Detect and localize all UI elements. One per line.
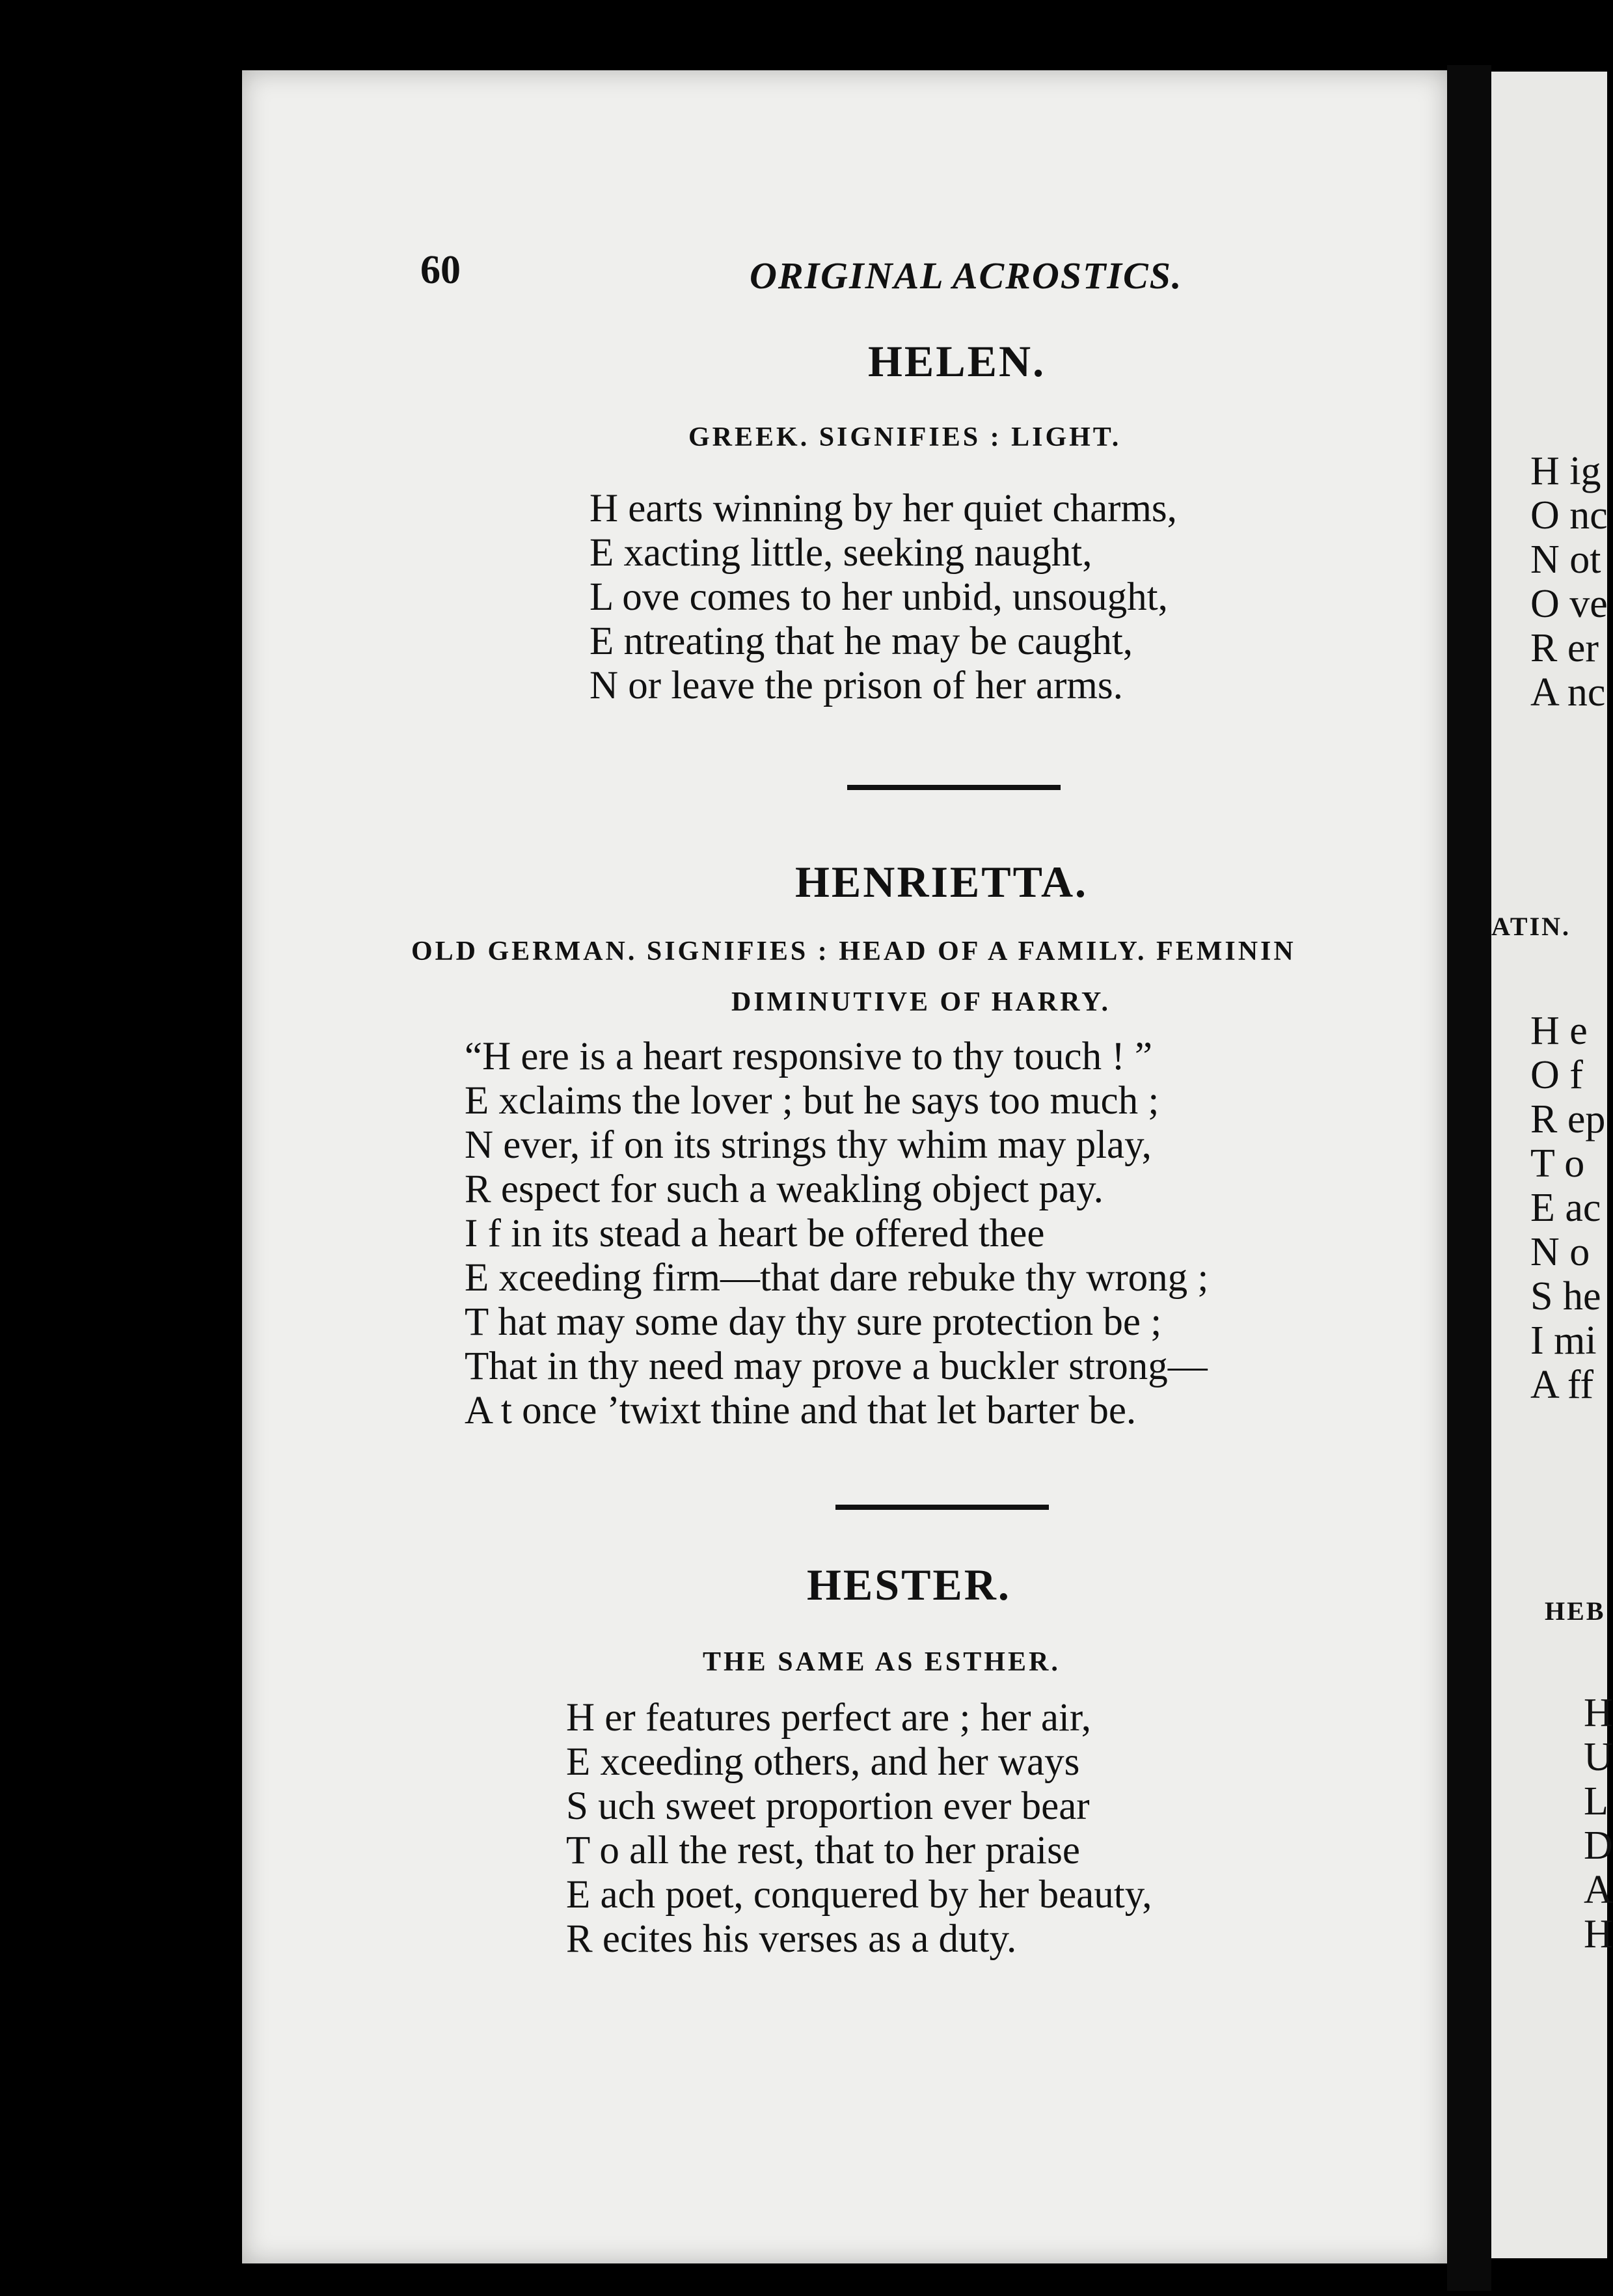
- facing-block-3: [1584, 1691, 1613, 1956]
- verse-line: N ever, if on its strings thy whim may play,: [465, 1123, 1152, 1167]
- facing-line: N o: [1530, 1230, 1590, 1274]
- section-divider: [847, 785, 1061, 790]
- verse-line: H er features perfect are ; her air,: [566, 1696, 1091, 1740]
- verse-line: N or leave the prison of her arms.: [590, 664, 1123, 707]
- facing-line: N ot: [1530, 538, 1601, 582]
- verse-line: A t once ’twixt thine and that let barter be.: [465, 1389, 1137, 1432]
- verse-line: H earts winning by her quiet charms,: [590, 487, 1177, 530]
- verse-line: I f in its stead a heart be offered thee: [465, 1212, 1045, 1255]
- verse-line: T hat may some day thy sure protection be ;: [465, 1300, 1162, 1344]
- section-subtitle-helen: GREEK. SIGNIFIES : LIGHT.: [688, 422, 1122, 452]
- section-subtitle-hester: THE SAME AS ESTHER.: [703, 1647, 1061, 1677]
- verse-hester: [566, 1696, 1152, 1961]
- facing-line: R er: [1530, 626, 1599, 670]
- page-number: 60: [420, 248, 461, 292]
- verse-line: “H ere is a heart responsive to thy touch ! ”: [465, 1035, 1152, 1078]
- facing-line: A nc: [1530, 670, 1606, 715]
- verse-line: E ach poet, conquered by her beauty,: [566, 1873, 1152, 1917]
- facing-line: H: [1584, 1691, 1613, 1735]
- facing-block-2: [1530, 1009, 1605, 1407]
- facing-line: R ep: [1530, 1097, 1606, 1141]
- facing-line: O nc: [1530, 493, 1608, 538]
- verse-line: T o all the rest, that to her praise: [566, 1829, 1080, 1872]
- facing-line: E ac: [1530, 1186, 1601, 1230]
- facing-line: D: [1584, 1824, 1613, 1868]
- facing-block-1: [1530, 449, 1608, 715]
- verse-line: E xacting little, seeking naught,: [590, 531, 1092, 575]
- facing-page: [1491, 72, 1613, 2258]
- page-gutter: [1447, 65, 1491, 2291]
- verse-line: R espect for such a weakling object pay.: [465, 1168, 1104, 1211]
- facing-label-2: HEB: [1545, 1596, 1606, 1626]
- facing-line: L: [1584, 1779, 1608, 1824]
- facing-line: A ff: [1530, 1363, 1594, 1407]
- section-title-helen: HELEN.: [868, 336, 1046, 386]
- facing-line: H: [1584, 1912, 1613, 1956]
- section-divider: [835, 1505, 1049, 1510]
- verse-line: S uch sweet proportion ever bear: [566, 1784, 1090, 1828]
- verse-henrietta: [465, 1035, 1208, 1433]
- section-subtitle-henrietta: OLD GERMAN. SIGNIFIES : HEAD OF A FAMILY. FEMININ: [411, 936, 1296, 966]
- facing-line: O ve: [1530, 582, 1608, 626]
- verse-line: E xceeding firm—that dare rebuke thy wrong ;: [465, 1256, 1209, 1300]
- verse-line: L ove comes to her unbid, unsought,: [590, 575, 1168, 619]
- verse-helen: [590, 487, 1177, 708]
- section-subtitle2-henrietta: DIMINUTIVE OF HARRY.: [731, 987, 1111, 1017]
- section-title-hester: HESTER.: [807, 1560, 1011, 1609]
- facing-line: O f: [1530, 1053, 1583, 1097]
- facing-line: T o: [1530, 1141, 1585, 1186]
- facing-line: H ig: [1530, 449, 1601, 493]
- verse-line: That in thy need may prove a buckler strong—: [465, 1345, 1208, 1388]
- verse-line: E xceeding others, and her ways: [566, 1740, 1080, 1784]
- facing-line: A: [1584, 1868, 1613, 1912]
- section-title-henrietta: HENRIETTA.: [795, 857, 1089, 907]
- facing-line: I mi: [1530, 1319, 1597, 1363]
- facing-line: S he: [1530, 1274, 1601, 1319]
- facing-line: H e: [1530, 1009, 1588, 1053]
- verse-line: E ntreating that he may be caught,: [590, 620, 1133, 663]
- verse-line: R ecites his verses as a duty.: [566, 1917, 1017, 1961]
- facing-line: U: [1584, 1735, 1613, 1779]
- verse-line: E xclaims the lover ; but he says too much ;: [465, 1079, 1159, 1123]
- facing-label-1: ATIN.: [1491, 912, 1571, 941]
- running-head: ORIGINAL ACROSTICS.: [750, 254, 1183, 297]
